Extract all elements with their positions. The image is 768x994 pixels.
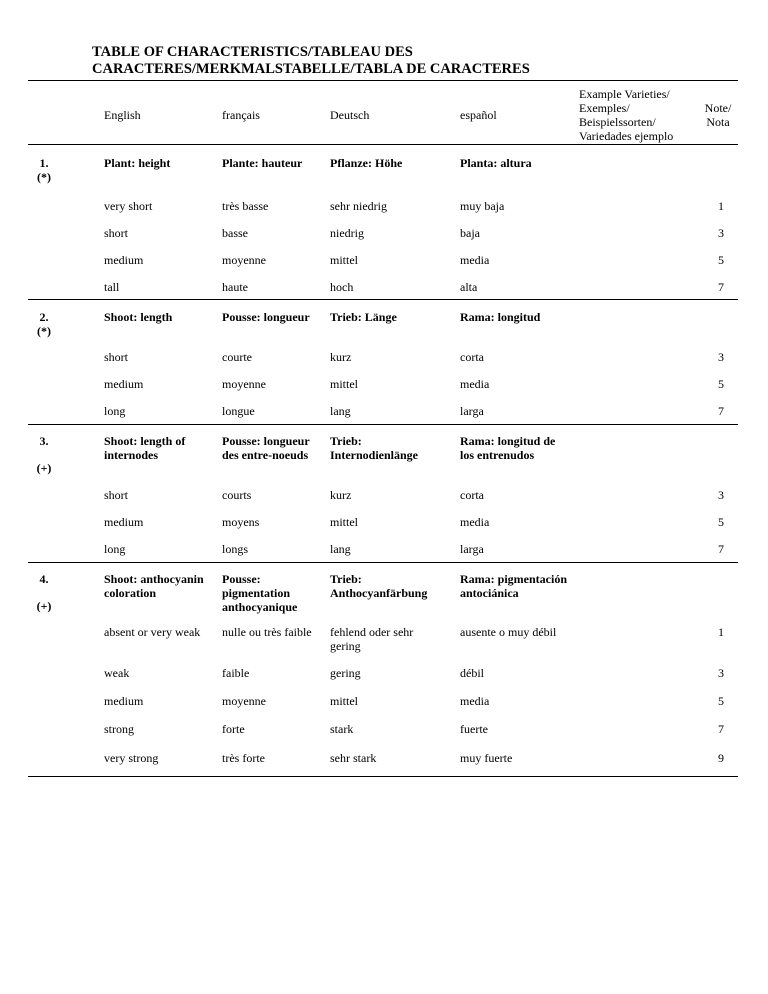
state-french: courte — [222, 350, 252, 364]
char-number: 1. — [39, 156, 49, 170]
section-rule — [28, 299, 738, 300]
table-bottom-rule — [28, 776, 738, 777]
state-french: moyenne — [222, 694, 266, 708]
state-english: long — [104, 404, 126, 418]
state-note: 1 — [718, 625, 724, 639]
state-spanish: débil — [460, 666, 484, 680]
state-english: weak — [104, 666, 130, 680]
state-spanish: ausente o muy débil — [460, 625, 557, 639]
char-english: Plant: height — [104, 156, 171, 170]
state-note: 7 — [718, 404, 724, 418]
char-english: Shoot: anthocyanin coloration — [104, 572, 204, 600]
state-note: 5 — [718, 253, 724, 267]
state-french: forte — [222, 722, 245, 736]
char-spanish: Rama: longitud — [460, 310, 541, 324]
state-english: medium — [104, 377, 144, 391]
header-note: Note/ Nota — [704, 101, 732, 129]
state-note: 1 — [718, 199, 724, 213]
state-french: haute — [222, 280, 248, 294]
state-note: 7 — [718, 280, 724, 294]
state-spanish: larga — [460, 404, 484, 418]
state-german: sehr stark — [330, 751, 377, 765]
header-spanish: español — [460, 108, 497, 122]
section-rule — [28, 424, 738, 425]
state-german: gering — [330, 666, 361, 680]
header-german: Deutsch — [330, 108, 370, 122]
header-examples: Example Varieties/ Exemples/ Beispielssorten/ Variedades ejemplo — [579, 87, 674, 143]
state-spanish: muy baja — [460, 199, 505, 213]
state-french: moyenne — [222, 377, 266, 391]
state-french: nulle ou très faible — [222, 625, 312, 639]
char-french: Pousse: longueur des entre-noeuds — [222, 434, 310, 462]
state-spanish: muy fuerte — [460, 751, 513, 765]
state-english: very strong — [104, 751, 159, 765]
char-english: Shoot: length of internodes — [104, 434, 186, 462]
state-german: fehlend oder sehr gering — [330, 625, 414, 653]
state-german: mittel — [330, 515, 358, 529]
char-marker: (+) — [36, 461, 52, 475]
state-french: très basse — [222, 199, 269, 213]
char-marker: (+) — [36, 599, 52, 613]
state-german: niedrig — [330, 226, 364, 240]
char-marker: (*) — [37, 324, 51, 338]
char-number: 2. — [39, 310, 49, 324]
state-note: 7 — [718, 542, 724, 556]
state-note: 5 — [718, 377, 724, 391]
char-number: 4. — [39, 572, 49, 586]
state-english: medium — [104, 253, 144, 267]
section-rule — [28, 562, 738, 563]
state-spanish: media — [460, 515, 490, 529]
state-english: absent or very weak — [104, 625, 201, 639]
state-french: faible — [222, 666, 250, 680]
state-german: lang — [330, 404, 351, 418]
header-french: français — [222, 108, 260, 122]
state-english: very short — [104, 199, 153, 213]
state-german: lang — [330, 542, 351, 556]
state-note: 3 — [718, 666, 724, 680]
state-spanish: media — [460, 253, 490, 267]
char-french: Pousse: pigmentation anthocyanique — [222, 572, 298, 614]
char-german: Trieb: Internodienlänge — [330, 434, 419, 462]
state-note: 5 — [718, 515, 724, 529]
state-french: moyenne — [222, 253, 266, 267]
page-title: TABLE OF CHARACTERISTICS/TABLEAU DES CARACTERES/MERKMALSTABELLE/TABLA DE CARACTERES — [92, 44, 530, 77]
section-rule — [28, 144, 738, 145]
state-german: stark — [330, 722, 354, 736]
state-english: short — [104, 226, 128, 240]
state-spanish: corta — [460, 488, 484, 502]
state-french: basse — [222, 226, 248, 240]
char-number: 3. — [39, 434, 49, 448]
state-french: courts — [222, 488, 252, 502]
char-marker: (*) — [37, 170, 51, 184]
state-german: mittel — [330, 377, 358, 391]
state-english: tall — [104, 280, 120, 294]
state-french: très forte — [222, 751, 265, 765]
char-spanish: Planta: altura — [460, 156, 532, 170]
state-spanish: corta — [460, 350, 484, 364]
state-german: sehr niedrig — [330, 199, 387, 213]
char-french: Pousse: longueur — [222, 310, 310, 324]
char-english: Shoot: length — [104, 310, 173, 324]
state-note: 3 — [718, 350, 724, 364]
header-rule — [28, 80, 738, 81]
state-spanish: larga — [460, 542, 484, 556]
state-spanish: media — [460, 377, 490, 391]
state-english: strong — [104, 722, 134, 736]
state-german: kurz — [330, 350, 352, 364]
state-note: 9 — [718, 751, 724, 765]
state-spanish: alta — [460, 280, 478, 294]
state-note: 5 — [718, 694, 724, 708]
char-spanish: Rama: longitud de los entrenudos — [460, 434, 556, 462]
state-french: longs — [222, 542, 249, 556]
state-note: 7 — [718, 722, 724, 736]
state-english: long — [104, 542, 126, 556]
state-french: moyens — [222, 515, 260, 529]
state-english: medium — [104, 515, 144, 529]
state-german: mittel — [330, 253, 358, 267]
state-spanish: baja — [460, 226, 480, 240]
char-german: Trieb: Anthocyanfärbung — [330, 572, 428, 600]
state-german: kurz — [330, 488, 352, 502]
state-german: mittel — [330, 694, 358, 708]
char-german: Pflanze: Höhe — [330, 156, 403, 170]
state-note: 3 — [718, 488, 724, 502]
state-spanish: media — [460, 694, 490, 708]
state-english: short — [104, 488, 128, 502]
state-spanish: fuerte — [460, 722, 488, 736]
state-german: hoch — [330, 280, 354, 294]
char-french: Plante: hauteur — [222, 156, 303, 170]
char-german: Trieb: Länge — [330, 310, 397, 324]
state-note: 3 — [718, 226, 724, 240]
state-french: longue — [222, 404, 255, 418]
state-english: short — [104, 350, 128, 364]
state-english: medium — [104, 694, 144, 708]
header-english: English — [104, 108, 141, 122]
char-spanish: Rama: pigmentación antociánica — [460, 572, 567, 600]
